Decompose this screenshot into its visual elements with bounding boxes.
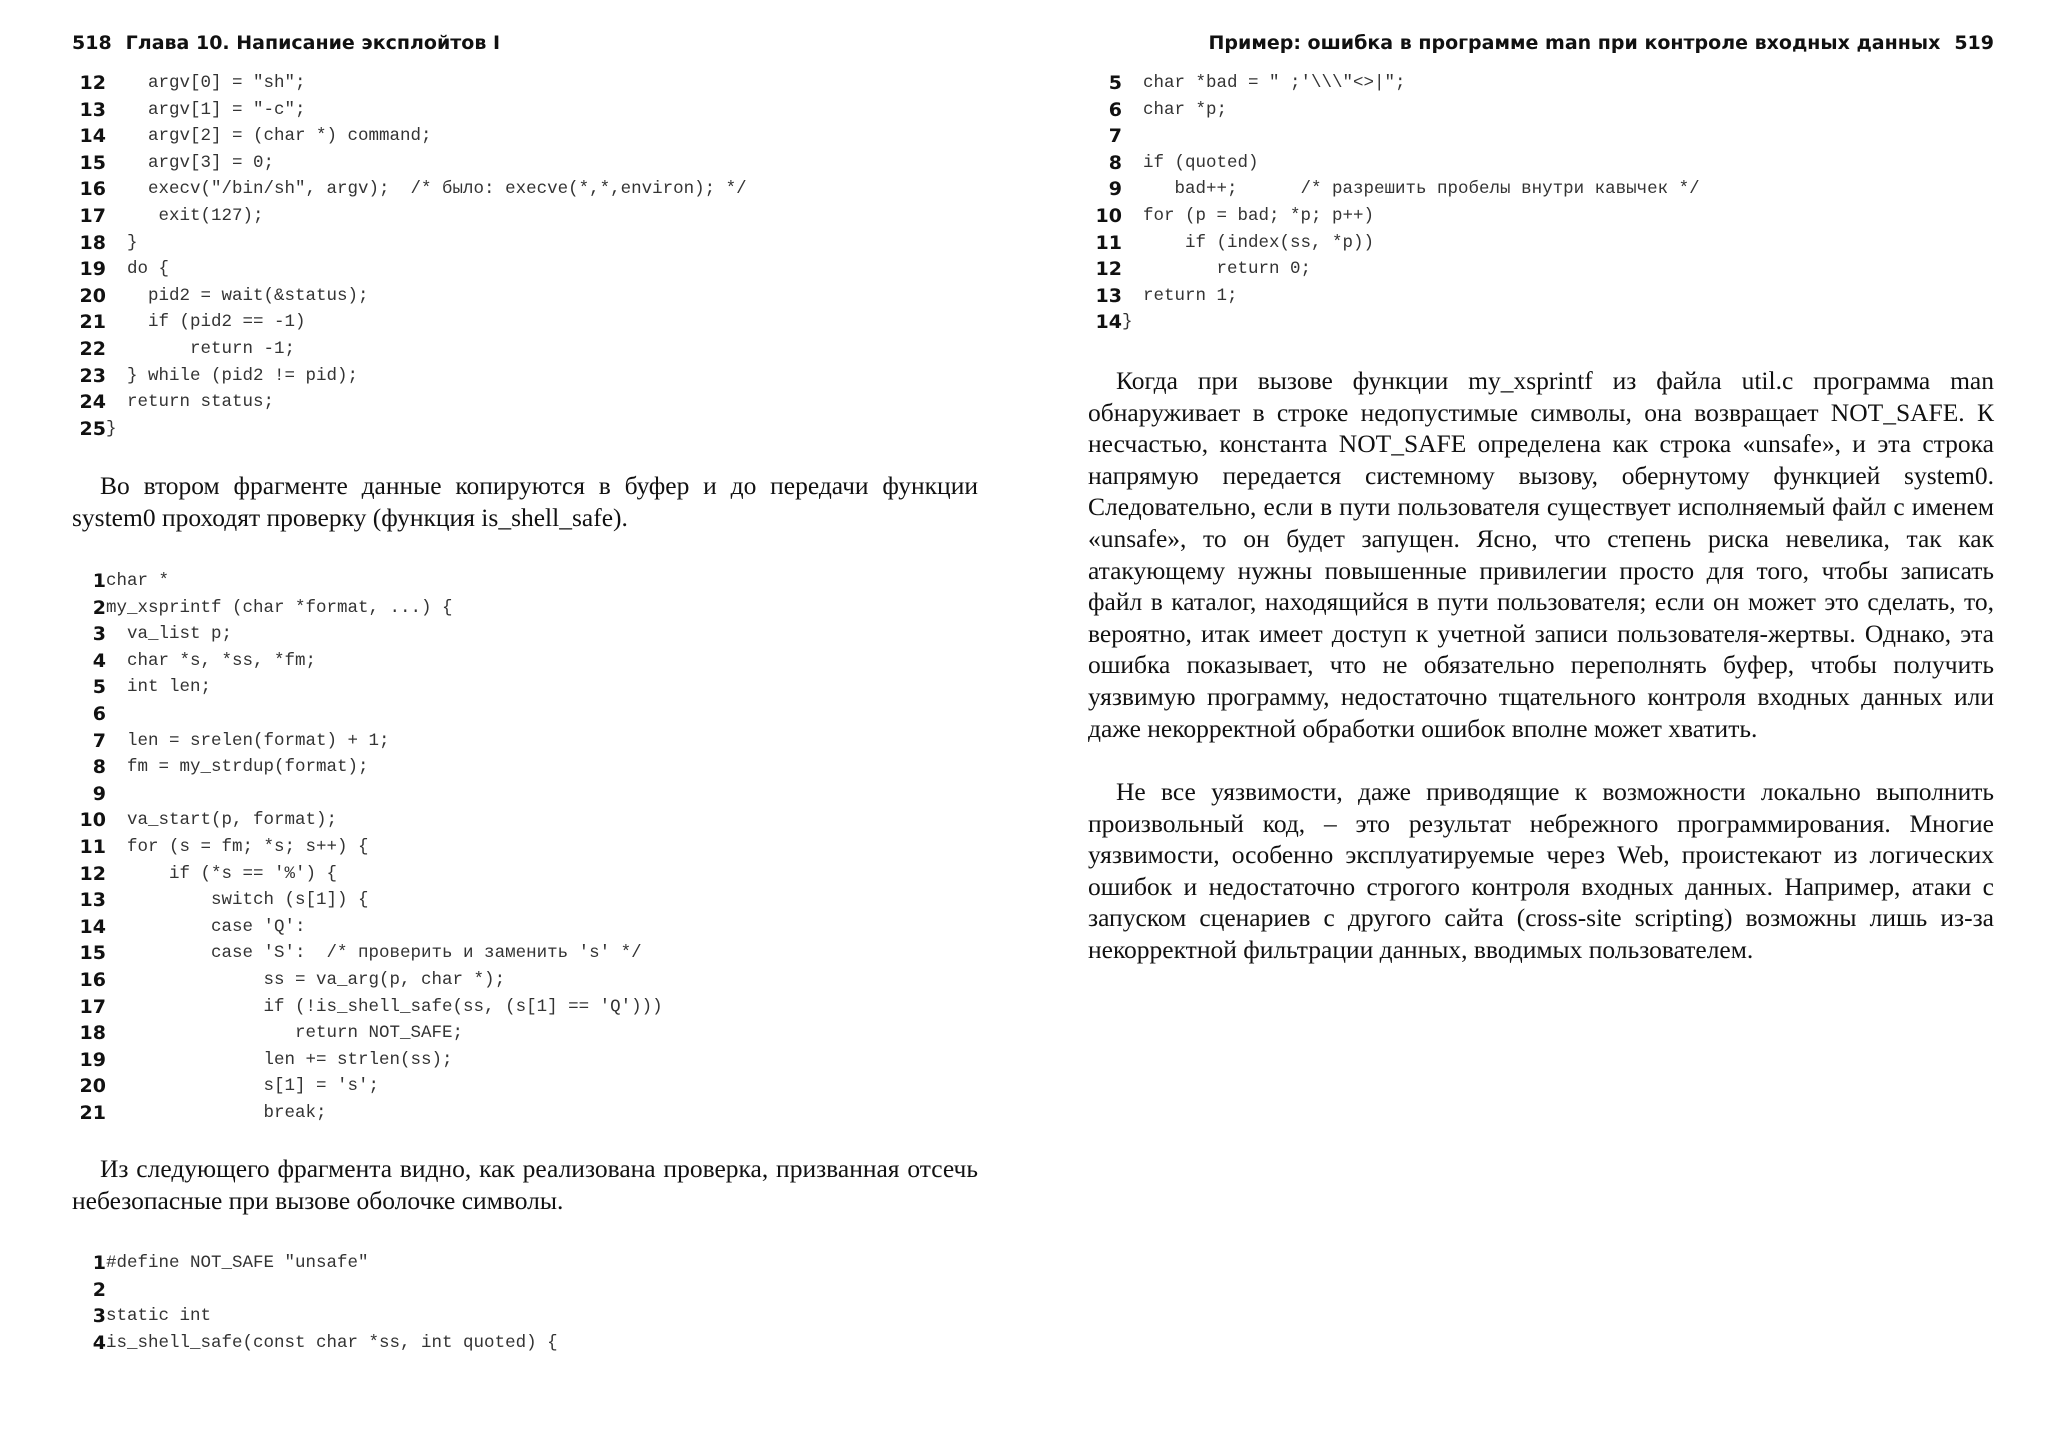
code-line [72, 1020, 978, 1047]
code-text: is_shell_safe(const char *ss, int quoted) { [106, 1332, 558, 1353]
code-text: s[1] = 's'; [106, 1076, 380, 1097]
line-number: 14 [79, 915, 106, 938]
line-number: 13 [79, 889, 106, 912]
line-number: 16 [79, 178, 106, 201]
code-text: ss = va_arg(p, char *); [106, 969, 506, 990]
code-line [72, 1330, 978, 1357]
code-line [72, 1073, 978, 1100]
code-line [1088, 176, 1994, 203]
code-text: char *bad = " ;'\\\"<>|"; [1122, 73, 1406, 93]
line-number: 19 [79, 1048, 106, 1071]
code-line [72, 70, 978, 97]
left-page [72, 0, 978, 1447]
code-text: for (s = fm; *s; s++) { [106, 836, 369, 857]
line-number: 24 [79, 391, 106, 414]
line-number: 18 [79, 1022, 106, 1045]
code-text: switch (s[1]) { [106, 890, 369, 911]
code-line [72, 994, 978, 1021]
line-number: 14 [1095, 311, 1122, 334]
code-text: pid2 = wait(&status); [106, 285, 369, 306]
line-number: 21 [79, 311, 106, 334]
code-text: my_xsprintf (char *format, ...) { [106, 597, 453, 618]
line-number: 7 [92, 729, 106, 752]
code-line [72, 648, 978, 675]
code-text: if (index(ss, *p)) [1122, 232, 1375, 253]
code-line [1088, 309, 1994, 336]
line-number: 18 [79, 231, 106, 254]
line-number: 10 [1095, 204, 1122, 227]
code-text: } [106, 418, 117, 439]
code-listing-exec [72, 70, 978, 442]
code-listing-is-shell-safe-start [72, 1250, 978, 1356]
code-line [72, 1303, 978, 1330]
code-line [72, 701, 978, 728]
code-line [72, 914, 978, 941]
code-line [1088, 150, 1994, 177]
code-line [72, 834, 978, 861]
line-number: 4 [92, 1331, 106, 1354]
code-line [1088, 283, 1994, 310]
line-number: 19 [79, 258, 106, 281]
line-number: 11 [1095, 231, 1122, 254]
code-line [72, 728, 978, 755]
code-line [72, 595, 978, 622]
code-text: execv("/bin/sh", argv); /* было: execve(*,*,environ); */ [106, 179, 747, 200]
code-line [72, 363, 978, 390]
code-line [72, 940, 978, 967]
right-paragraph-2: Не все уязвимости, даже приводящие к возможности локально выполнить произвольный код, – это результат небрежного программирования. Многие уязвимости, особенно эксплуатируемые через Web, проистекают из логических ошибок и недостаточно строгого контроля входных данных. Например, атаки с запуском сценариев с другого сайта (cross-site scripting) возможны лишь из-за некорректной фильтрации данных, вводимых пользователем. [1088, 777, 1994, 964]
line-number: 3 [92, 1305, 106, 1328]
line-number: 1 [92, 1252, 106, 1274]
line-number: 9 [1108, 178, 1122, 201]
code-line [72, 203, 978, 230]
code-line [1088, 70, 1994, 97]
right-paragraph-1: Когда при вызове функции my_xsprintf из файла util.c программа man обнаруживает в строке недопустимые символы, она возвращает NOT_SAFE. К несчастью, константа NOT_SAFE определена как строка «unsafe», и эта строка напрямую передается системному вызову, обернутому функцией system0. Следовательно, если в пути пользователя существует исполняемый файл с именем «unsafe», то он будет запущен. Ясно, что степень риска невелика, так как атакующему нужны повышенные привилегии просто для того, чтобы записать файл в каталог, находящийся в пути пользователя; если он может это сделать, то, вероятно, итак имеет доступ к учетной записи пользователя-жертвы. Однако, эта ошибка показывает, что не обязательно переполнять буфер, чтобы получить уязвимую программу, недостаточно тщательного контроля входных данных или даже некорректной обработки ошибок вполне может хватить. [1088, 366, 1994, 743]
code-text: int len; [106, 677, 212, 698]
code-text: va_list p; [106, 624, 233, 645]
code-line [1088, 203, 1994, 230]
code-text: return status; [106, 392, 275, 413]
code-listing-is-shell-safe-end [1088, 70, 1994, 336]
code-line [72, 674, 978, 701]
code-text: exit(127); [106, 205, 264, 226]
line-number: 15 [79, 942, 106, 965]
code-listing-my-xsprintf [72, 568, 978, 1126]
code-text: argv[3] = 0; [106, 152, 275, 173]
code-text: return NOT_SAFE; [106, 1023, 464, 1044]
code-text: static int [106, 1306, 212, 1327]
code-line [72, 1250, 978, 1277]
code-text: len = srelen(format) + 1; [106, 730, 390, 751]
line-number: 8 [92, 756, 106, 779]
code-line [72, 176, 978, 203]
line-number: 23 [79, 364, 106, 387]
code-text: char *s, *ss, *fm; [106, 650, 317, 671]
code-line [72, 283, 978, 310]
left-running-head [72, 28, 978, 58]
line-number: 6 [1108, 98, 1122, 121]
right-running-head [1088, 28, 1994, 58]
left-page-number: 518 [72, 32, 112, 54]
line-number: 21 [79, 1101, 106, 1124]
code-line [1088, 256, 1994, 283]
line-number: 4 [92, 649, 106, 672]
code-text: } [1122, 312, 1133, 333]
code-text: argv[2] = (char *) command; [106, 126, 432, 147]
code-text: fm = my_strdup(format); [106, 757, 369, 778]
line-number: 3 [92, 623, 106, 646]
code-line [72, 621, 978, 648]
left-running-title: Глава 10. Написание эксплойтов I [125, 32, 501, 54]
code-text: break; [106, 1102, 327, 1123]
code-line [72, 230, 978, 257]
right-page-number: 519 [1954, 32, 1994, 54]
right-running-title: Пример: ошибка в программе man при контроле входных данных [1208, 32, 1941, 54]
code-text: char * [106, 571, 170, 591]
code-text: case 'S': /* проверить и заменить 's' */ [106, 943, 642, 964]
code-line [72, 150, 978, 177]
code-line [1088, 230, 1994, 257]
code-line [72, 1100, 978, 1127]
line-number: 17 [79, 995, 106, 1018]
code-text: va_start(p, format); [106, 810, 338, 831]
code-line [72, 568, 978, 595]
code-line [72, 781, 978, 808]
code-line [72, 967, 978, 994]
code-line [72, 256, 978, 283]
line-number: 17 [79, 204, 106, 227]
code-text: if (quoted) [1122, 152, 1259, 173]
code-text: for (p = bad; *p; p++) [1122, 205, 1375, 226]
code-text: argv[1] = "-c"; [106, 99, 306, 120]
code-text: if (!is_shell_safe(ss, (s[1] == 'Q'))) [106, 996, 663, 1017]
line-number: 15 [79, 151, 106, 174]
line-number: 6 [92, 702, 106, 725]
code-line [72, 416, 978, 443]
line-number: 13 [1095, 284, 1122, 307]
line-number: 1 [92, 570, 106, 592]
code-line [72, 336, 978, 363]
code-line [72, 754, 978, 781]
line-number: 5 [92, 676, 106, 699]
line-number: 2 [92, 1278, 106, 1301]
code-text: return 0; [1122, 259, 1312, 280]
code-line [72, 861, 978, 888]
line-number: 22 [79, 337, 106, 360]
line-number: 12 [79, 72, 106, 94]
line-number: 5 [1108, 72, 1122, 94]
line-number: 7 [1108, 125, 1122, 148]
code-line [72, 123, 978, 150]
line-number: 10 [79, 809, 106, 832]
line-number: 2 [92, 596, 106, 619]
code-text: if (*s == '%') { [106, 863, 338, 884]
code-text: } while (pid2 != pid); [106, 365, 359, 386]
code-line [72, 389, 978, 416]
line-number: 16 [79, 968, 106, 991]
code-line [72, 887, 978, 914]
line-number: 12 [1095, 258, 1122, 281]
code-text: do { [106, 259, 170, 280]
code-text: bad++; /* разрешить пробелы внутри кавычек */ [1122, 179, 1700, 200]
code-text: if (pid2 == -1) [106, 312, 306, 333]
right-page [1088, 0, 1994, 1447]
code-line [1088, 97, 1994, 124]
code-text: return 1; [1122, 285, 1238, 306]
line-number: 20 [79, 284, 106, 307]
code-line [72, 807, 978, 834]
line-number: 11 [79, 835, 106, 858]
code-text: } [106, 232, 138, 253]
line-number: 8 [1108, 151, 1122, 174]
line-number: 20 [79, 1075, 106, 1098]
code-text: case 'Q': [106, 916, 306, 937]
code-line [1088, 123, 1994, 150]
line-number: 13 [79, 98, 106, 121]
code-line [72, 309, 978, 336]
code-text: argv[0] = "sh"; [106, 73, 306, 93]
line-number: 14 [79, 125, 106, 148]
code-line [72, 1047, 978, 1074]
code-text: char *p; [1122, 99, 1228, 120]
line-number: 9 [92, 782, 106, 805]
left-paragraph-2: Из следующего фрагмента видно, как реализована проверка, призванная отсечь небезопасные при вызове оболочке символы. [72, 1154, 978, 1215]
left-paragraph-1: Во втором фрагменте данные копируются в буфер и до передачи функции system0 проходят проверку (функция is_shell_safe). [72, 471, 978, 532]
line-number: 25 [79, 417, 106, 440]
line-number: 12 [79, 862, 106, 885]
code-text: #define NOT_SAFE "unsafe" [106, 1253, 369, 1273]
code-line [72, 1277, 978, 1304]
code-text: return -1; [106, 338, 296, 359]
code-line [72, 97, 978, 124]
code-text: len += strlen(ss); [106, 1049, 453, 1070]
